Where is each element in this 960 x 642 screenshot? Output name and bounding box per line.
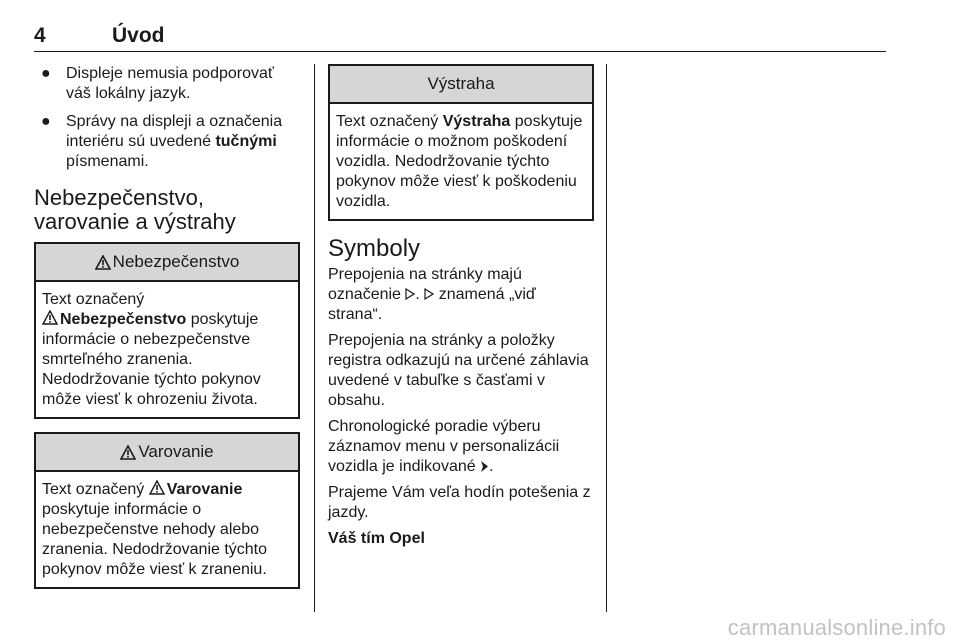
danger-box-body: Text označený Nebezpečenstvo poskytuje informácie o nebezpečenstve smrteľného zranenia. Nedodržovanie týchto pokynov môže viesť k ohrozeniu života. [42,291,261,408]
symbols-heading: Symboly [328,235,421,262]
caution-box [328,64,594,221]
warning-box-header [36,434,298,472]
warning-box-title: Varovanie [138,442,214,461]
warning-triangle-icon [42,310,58,325]
column-left [34,64,300,602]
chapter-title: Úvod [112,24,165,47]
symbols-paragraph: Chronologické poradie výberu záznamov menu v personalizácii vozidla je indikované . [328,418,560,475]
caution-box-header [330,66,592,104]
page-reference-icon [405,288,415,300]
danger-box-header [36,244,298,282]
symbols-paragraph: Prepojenia na stránky majú označenie . znamená „viď strana“. [328,266,536,323]
column-divider-right [606,64,607,612]
warning-box [34,432,300,589]
caution-box-title: Výstraha [427,74,495,93]
danger-box-title: Nebezpečenstvo [112,252,240,271]
warning-triangle-icon [95,255,111,270]
bullet-list [34,64,300,172]
list-item: ● Správy na displeji a označenia interiéru sú uvedené tučnými písmenami. [41,113,283,170]
list-item: ● Displeje nemusia podporovať váš lokálny jazyk. [41,65,274,102]
caution-box-body: Text označený Výstraha poskytuje informácie o možnom poškodení vozidla. Nedodržovanie týchto pokynov môže viesť k poškodeniu vozidla. [336,113,583,210]
symbols-paragraph: Prepojenia na stránky a položky registra odkazujú na určené záhlavia uvedené v tabuľke s časťami v obsahu. [328,332,589,409]
warning-box-body: Text označený Varovanie poskytuje informácie o nebezpečenstve nehody alebo zranenia. Nedodržovanie týchto pokynov môže viesť k zraneniu. [42,481,268,578]
danger-box [34,242,300,419]
menu-arrow-icon [480,461,489,472]
column-divider-left [314,64,315,612]
page-reference-icon [424,288,434,300]
page-number: 4 [34,24,46,47]
warning-triangle-icon [120,445,136,460]
column-middle [328,64,594,555]
page-header [34,22,886,52]
symbols-paragraph: Prajeme Vám veľa hodín potešenia z jazdy. [328,484,591,521]
bullet-icon: ● [41,113,51,130]
warning-triangle-icon [149,480,165,495]
section-heading: Nebezpečenstvo, varovanie a výstrahy [34,185,236,234]
signature: Váš tím Opel [328,530,425,547]
bullet-icon: ● [41,65,51,82]
watermark: carmanualsonline.info [727,615,946,640]
